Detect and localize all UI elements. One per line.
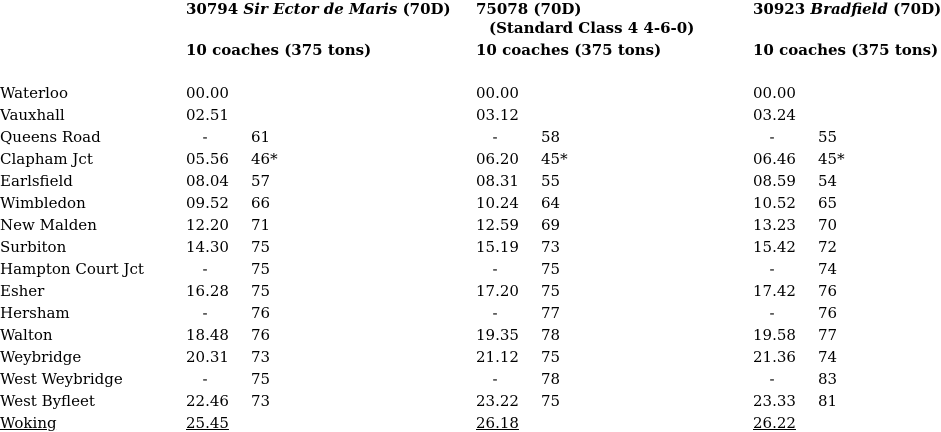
station-name: Earlsfield [0,172,73,190]
speed: 45* [818,150,845,168]
speed: 75 [251,238,271,256]
passing-time: 19.35 [476,326,519,344]
station-name: Queens Road [0,128,101,146]
speed: 66 [251,194,271,212]
passing-time: 00.00 [186,84,229,102]
station-name: Vauxhall [0,106,65,124]
passing-time: 17.20 [476,282,519,300]
speed: 73 [541,238,561,256]
passing-time: 26.18 [476,414,519,432]
passing-time: 22.46 [186,392,229,410]
loco-2-shed: (70D) [533,0,582,18]
passing-time: 23.22 [476,392,519,410]
station-name: Weybridge [0,348,82,366]
station-name: Surbiton [0,238,67,256]
passing-time: - [202,304,208,322]
passing-time: 23.33 [753,392,796,410]
speed: 75 [541,282,561,300]
speed: 81 [818,392,838,410]
loco-3-heading [753,0,941,18]
speed: 77 [818,326,838,344]
passing-time: 08.59 [753,172,796,190]
passing-time: 12.20 [186,216,229,234]
speed: 55 [541,172,561,190]
passing-time: - [202,260,208,278]
speed: 73 [251,392,271,410]
passing-time: - [769,304,775,322]
speed: 75 [541,260,561,278]
loco-3-load: 10 coaches (375 tons) [753,41,939,59]
passing-time: 18.48 [186,326,229,344]
speed: 77 [541,304,561,322]
speed: 69 [541,216,561,234]
passing-time: 21.12 [476,348,519,366]
speed: 74 [818,260,838,278]
passing-time: 16.28 [186,282,229,300]
loco-1-number: 30794 [186,0,239,18]
speed: 75 [251,282,271,300]
passing-time: - [492,260,498,278]
station-name: West Byfleet [0,392,95,410]
passing-time: 08.31 [476,172,519,190]
passing-time: 15.19 [476,238,519,256]
loco-2-load: 10 coaches (375 tons) [476,41,662,59]
station-name: Hersham [0,304,70,322]
passing-time: 21.36 [753,348,796,366]
speed: 65 [818,194,838,212]
passing-time: 06.46 [753,150,796,168]
loco-2-number: 75078 [476,0,529,18]
passing-time: 12.59 [476,216,519,234]
speed: 78 [541,370,561,388]
passing-time: 10.52 [753,194,796,212]
passing-time: 13.23 [753,216,796,234]
station-name: Esher [0,282,45,300]
passing-time: - [492,370,498,388]
speed: 76 [818,304,838,322]
passing-time: - [202,128,208,146]
passing-time: 17.42 [753,282,796,300]
speed: 70 [818,216,838,234]
passing-time: 03.24 [753,106,796,124]
speed: 58 [541,128,561,146]
speed: 72 [818,238,838,256]
passing-time: - [492,128,498,146]
speed: 54 [818,172,838,190]
passing-time: 25.45 [186,414,229,432]
passing-time: 09.52 [186,194,229,212]
speed: 76 [251,326,271,344]
speed: 74 [818,348,838,366]
station-name: Walton [0,326,53,344]
passing-time: 08.04 [186,172,229,190]
passing-time: 00.00 [753,84,796,102]
passing-time: 00.00 [476,84,519,102]
station-name: Waterloo [0,84,68,102]
speed: 61 [251,128,271,146]
passing-time: 10.24 [476,194,519,212]
passing-time: - [769,260,775,278]
loco-3-number: 30923 [753,0,806,18]
speed: 78 [541,326,561,344]
speed: 75 [251,260,271,278]
speed: 83 [818,370,838,388]
speed: 64 [541,194,561,212]
station-name: Hampton Court Jct [0,260,144,278]
speed: 73 [251,348,271,366]
speed: 45* [541,150,568,168]
loco-2-heading [476,0,582,18]
passing-time: 19.58 [753,326,796,344]
speed: 75 [541,348,561,366]
loco-3-shed: (70D) [893,0,941,18]
loco-1-shed: (70D) [402,0,451,18]
passing-time: - [492,304,498,322]
station-name: New Malden [0,216,97,234]
loco-1-name: Sir Ector de Maris [243,0,398,18]
speed: 57 [251,172,271,190]
station-name: Woking [0,414,57,432]
station-name: West Weybridge [0,370,123,388]
passing-time: 14.30 [186,238,229,256]
speed: 46* [251,150,278,168]
passing-time: 06.20 [476,150,519,168]
passing-time: 15.42 [753,238,796,256]
speed: 71 [251,216,271,234]
passing-time: - [769,128,775,146]
speed: 75 [541,392,561,410]
passing-time: 05.56 [186,150,229,168]
speed: 55 [818,128,838,146]
loco-2-subtitle: (Standard Class 4 4-6-0) [489,19,695,37]
passing-time: 20.31 [186,348,229,366]
speed: 76 [251,304,271,322]
station-name: Clapham Jct [0,150,93,168]
speed: 76 [818,282,838,300]
loco-1-heading [186,0,451,18]
passing-time: 26.22 [753,414,796,432]
passing-time: - [202,370,208,388]
passing-time: 03.12 [476,106,519,124]
loco-1-load: 10 coaches (375 tons) [186,41,372,59]
passing-time: 02.51 [186,106,229,124]
station-name: Wimbledon [0,194,86,212]
speed: 75 [251,370,271,388]
passing-time: - [769,370,775,388]
loco-3-name: Bradfield [810,0,888,18]
